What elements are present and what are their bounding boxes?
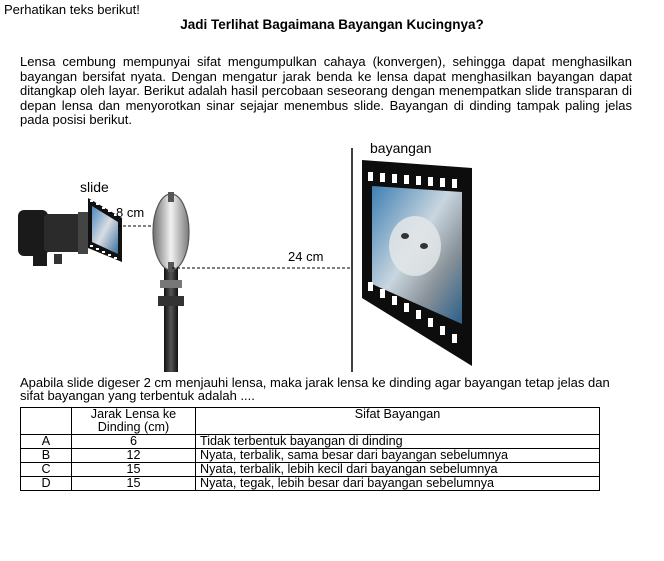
option-property: Nyata, terbalik, sama besar dari bayangan sebelumnya bbox=[196, 449, 600, 463]
table-row[interactable] bbox=[21, 477, 600, 491]
option-distance: 6 bbox=[72, 435, 196, 449]
header-option bbox=[21, 408, 72, 435]
body-paragraph: Lensa cembung mempunyai sifat mengumpulkan cahaya (konvergen), sehingga dapat menghasilkan bayangan bersifat nyata. Dengan mengatur jarak benda ke lensa dapat menghasilkan bayangan dapat ditangkap oleh layar. Berikut adalah hasil percobaan seseorang dengan menempatkan slide transparan di depan lensa dan menyorotkan sinar sejajar menembus slide. Bayangan di dinding tampak paling jelas pada posisi berikut. bbox=[20, 54, 632, 128]
table-row[interactable] bbox=[21, 463, 600, 477]
option-distance: 12 bbox=[72, 449, 196, 463]
option-property: Tidak terbentuk bayangan di dinding bbox=[196, 435, 600, 449]
image-label: bayangan bbox=[370, 140, 432, 156]
table-row[interactable] bbox=[21, 435, 600, 449]
convex-lens bbox=[153, 192, 189, 372]
header-property: Sifat Bayangan bbox=[196, 408, 600, 435]
intro-text: Perhatikan teks berikut! bbox=[4, 2, 140, 17]
projected-image bbox=[362, 160, 472, 366]
projector-lamp bbox=[18, 210, 88, 266]
article-title: Jadi Terlihat Bagaimana Bayangan Kucingnya? bbox=[180, 17, 484, 32]
question-text: Apabila slide digeser 2 cm menjauhi lensa, maka jarak lensa ke dinding agar bayangan tetap jelas dan sifat bayangan yang terbentuk adalah .... bbox=[20, 375, 610, 404]
table-row[interactable] bbox=[21, 449, 600, 463]
option-label: B bbox=[21, 449, 72, 463]
table-header-row bbox=[21, 408, 600, 435]
option-label: D bbox=[21, 477, 72, 491]
option-label: A bbox=[21, 435, 72, 449]
option-distance: 15 bbox=[72, 477, 196, 491]
image-distance-label: 24 cm bbox=[288, 249, 324, 264]
object-distance-label: 8 cm bbox=[116, 205, 145, 220]
slide-label: slide bbox=[80, 179, 109, 195]
answer-table bbox=[20, 407, 600, 491]
header-distance: Jarak Lensa ke Dinding (cm) bbox=[72, 408, 196, 435]
option-property: Nyata, terbalik, lebih kecil dari bayangan sebelumnya bbox=[196, 463, 600, 477]
option-label: C bbox=[21, 463, 72, 477]
option-distance: 15 bbox=[72, 463, 196, 477]
experiment-figure bbox=[0, 135, 664, 375]
option-property: Nyata, tegak, lebih besar dari bayangan sebelumnya bbox=[196, 477, 600, 491]
